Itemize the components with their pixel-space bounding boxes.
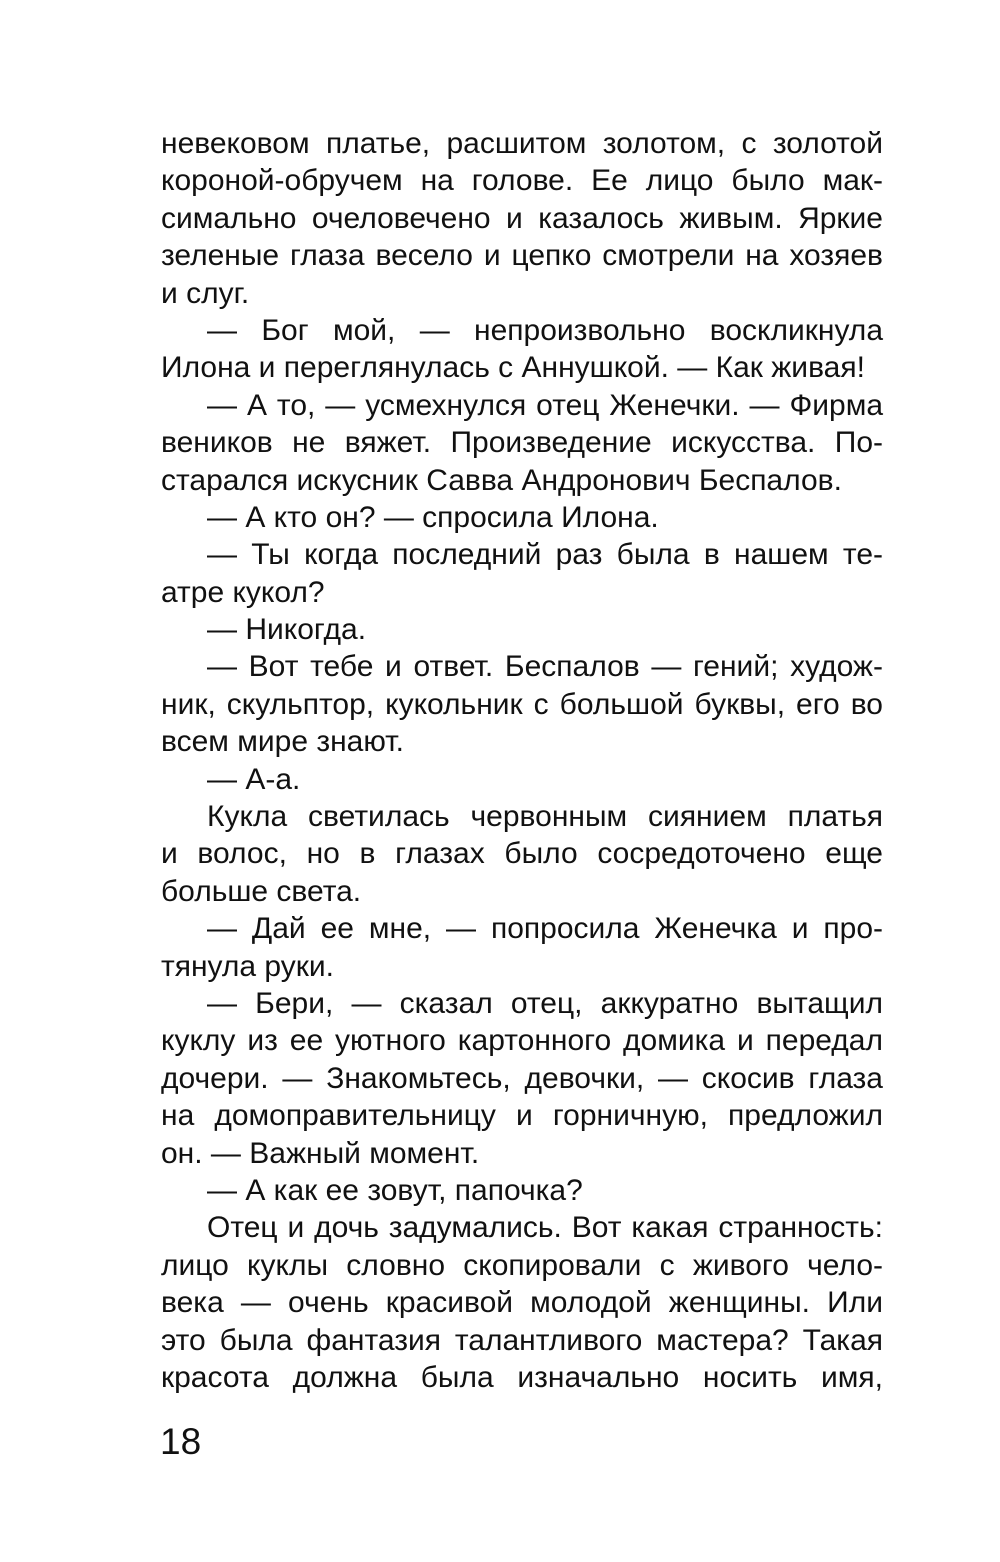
text-line: это была фантазия талантливого мастера? Такая — [161, 1323, 883, 1357]
text-line: больше света. — [161, 874, 362, 908]
text-line: Кукла светилась червонным сиянием платья — [207, 800, 883, 834]
text-line: — А как ее зовут, папочка? — [207, 1173, 583, 1207]
text-line: — Никогда. — [207, 613, 367, 647]
text-line: на домоправительницу и горничную, предложил — [161, 1099, 883, 1133]
text-line: — А кто он? — спросила Илона. — [207, 500, 659, 534]
text-line: Илона и переглянулась с Аннушкой. — Как живая! — [161, 351, 865, 385]
text-line: красота должна была изначально носить имя, — [161, 1360, 883, 1394]
text-line: века — очень красивой молодой женщины. Или — [161, 1286, 883, 1320]
text-line: — Ты когда последний раз была в нашем те- — [207, 538, 883, 572]
text-line: — А то, — усмехнулся отец Женечки. — Фирма — [207, 388, 883, 422]
text-line: дочери. — Знакомьтесь, девочки, — скосив глаза — [161, 1061, 883, 1095]
text-line: старался искусник Савва Андронович Беспалов. — [161, 463, 842, 497]
text-line: короной-обручем на голове. Ее лицо было мак- — [161, 164, 883, 198]
text-line: атре кукол? — [161, 575, 325, 609]
text-line: куклу из ее уютного картонного домика и передал — [161, 1024, 883, 1058]
page-number: 18 — [160, 1421, 202, 1462]
text-line: он. — Важный момент. — [161, 1136, 480, 1170]
text-line: веников не вяжет. Произведение искусства. По- — [161, 426, 883, 460]
text-line: тянула руки. — [161, 949, 334, 983]
text-line: — Вот тебе и ответ. Беспалов — гений; худож- — [207, 650, 883, 684]
text-line: Отец и дочь задумались. Вот какая странность: — [207, 1211, 883, 1245]
text-line: — Бери, — сказал отец, аккуратно вытащил — [207, 986, 883, 1020]
body-text — [161, 125, 883, 1396]
text-line: зеленые глаза весело и цепко смотрели на хозяев — [161, 239, 883, 273]
text-line: лицо куклы словно скопировали с живого чело- — [161, 1248, 883, 1282]
text-line: всем мире знают. — [161, 725, 404, 759]
text-line: невековом платье, расшитом золотом, с золотой — [161, 127, 883, 160]
text-line: и волос, но в глазах было сосредоточено еще — [161, 837, 883, 871]
text-line: симально очеловечено и казалось живым. Яркие — [161, 201, 883, 235]
text-line: ник, скульптор, кукольник с большой буквы, его во — [161, 687, 883, 721]
text-line: и слуг. — [161, 276, 250, 310]
text-line: — Бог мой, — непроизвольно воскликнула — [207, 313, 883, 347]
text-line: — Дай ее мне, — попросила Женечка и про- — [207, 912, 883, 946]
text-line: — А-а. — [207, 762, 301, 796]
